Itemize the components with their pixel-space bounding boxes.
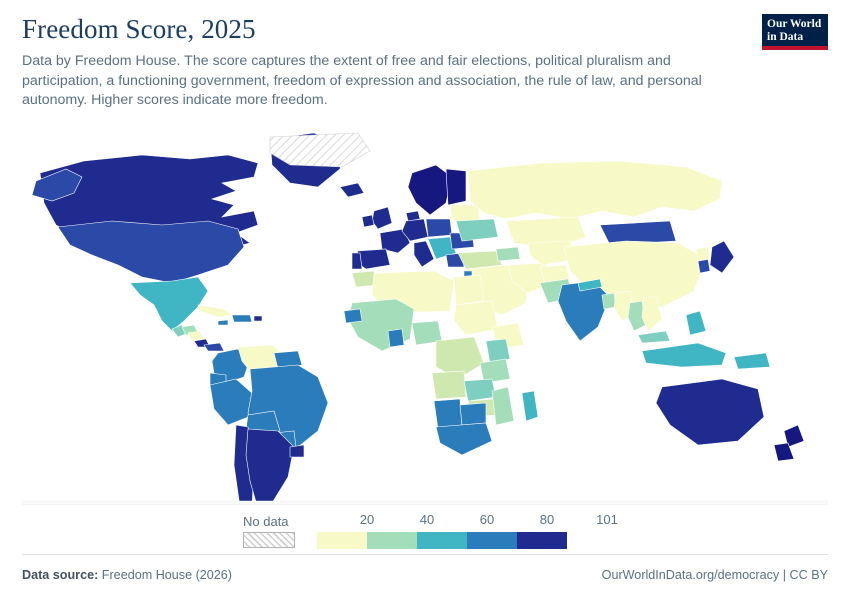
legend-swatch-40-60[interactable] <box>417 532 467 549</box>
country-puerto-rico[interactable] <box>254 316 262 321</box>
country-west-africa[interactable] <box>348 299 414 351</box>
country-egypt[interactable] <box>454 275 484 305</box>
footer-site-link[interactable]: OurWorldInData.org/democracy <box>601 568 780 582</box>
country-madagascar[interactable] <box>522 391 538 421</box>
country-senegal[interactable] <box>344 309 362 323</box>
country-peru[interactable] <box>210 379 252 425</box>
country-no-data-svalbard[interactable] <box>270 133 370 167</box>
country-caucasus[interactable] <box>496 247 520 261</box>
country-ghana[interactable] <box>388 329 404 347</box>
country-argentina[interactable] <box>246 429 294 505</box>
country-angola[interactable] <box>432 371 466 399</box>
world-choropleth-map[interactable] <box>22 125 828 505</box>
legend-tick-80: 80 <box>539 512 555 527</box>
legend-tick-20: 20 <box>359 512 375 527</box>
legend-no-data-label: No data <box>243 514 289 529</box>
footer-source-label: Data source: <box>22 568 99 582</box>
country-belarus-baltics[interactable] <box>450 205 480 221</box>
country-russia[interactable] <box>468 161 722 219</box>
map-legend <box>0 502 850 548</box>
footer-source <box>22 568 232 582</box>
footer-license-link[interactable]: CC BY <box>789 568 828 582</box>
country-poland[interactable] <box>426 219 452 237</box>
legend-no-data-swatch[interactable] <box>243 532 295 548</box>
country-malaysia[interactable] <box>638 331 670 343</box>
legend-swatch-60-80[interactable] <box>467 532 517 549</box>
legend-swatch-80-101[interactable] <box>517 532 567 549</box>
country-botswana[interactable] <box>460 403 486 425</box>
owid-logo[interactable] <box>762 14 828 50</box>
footer-separator: | <box>782 568 786 582</box>
legend-tick-101: 101 <box>596 512 618 527</box>
chart-header <box>22 14 828 111</box>
footer-links <box>602 568 828 582</box>
country-north-korea[interactable] <box>696 247 710 261</box>
legend-color-ramp[interactable] <box>317 532 567 549</box>
map-svg[interactable] <box>22 125 828 505</box>
country-zambia[interactable] <box>464 379 496 401</box>
country-united-kingdom[interactable] <box>372 207 392 229</box>
legend-tick-40: 40 <box>419 512 435 527</box>
owid-logo-line1: Our World <box>767 18 822 30</box>
country-norway-sweden[interactable] <box>408 165 452 215</box>
chart-footer <box>22 554 828 588</box>
country-finland[interactable] <box>446 169 466 205</box>
country-ukraine[interactable] <box>456 219 498 241</box>
country-indonesia[interactable] <box>642 343 726 367</box>
country-kenya[interactable] <box>486 339 510 363</box>
country-south-africa[interactable] <box>436 423 492 455</box>
legend-tick-labels <box>317 512 627 530</box>
legend-tick-60: 60 <box>479 512 495 527</box>
country-philippines[interactable] <box>686 311 706 335</box>
country-ireland[interactable] <box>362 215 374 227</box>
country-japan[interactable] <box>710 241 734 273</box>
country-namibia[interactable] <box>434 399 462 429</box>
legend-swatch-0-20[interactable] <box>317 532 367 549</box>
country-cuba[interactable] <box>198 305 232 317</box>
footer-source-value: Freedom House (2026) <box>101 568 232 582</box>
country-haiti-dominican[interactable] <box>232 315 252 322</box>
map-countries <box>22 133 828 505</box>
country-sudan[interactable] <box>454 301 498 335</box>
page-title: Freedom Score, 2025 <box>22 14 256 44</box>
country-australia[interactable] <box>656 379 764 445</box>
country-jamaica[interactable] <box>218 320 228 325</box>
legend-swatch-20-40[interactable] <box>367 532 417 549</box>
country-mozambique[interactable] <box>492 387 514 425</box>
owid-logo-line2: in Data <box>767 30 804 43</box>
country-mexico[interactable] <box>130 277 208 331</box>
country-papua-new-guinea[interactable] <box>734 353 770 369</box>
country-iceland[interactable] <box>340 183 364 197</box>
chart-subtitle: Data by Freedom House. The score captures the extent of free and fair elections, political pluralism and participation, a functioning government, freedom of expression and association, the rule of law, and personal autonomy. Higher scores indicate more freedom. <box>22 53 702 108</box>
country-uruguay[interactable] <box>290 445 304 457</box>
country-south-korea[interactable] <box>698 259 710 273</box>
country-united-states[interactable] <box>58 221 244 283</box>
country-portugal[interactable] <box>352 253 362 269</box>
